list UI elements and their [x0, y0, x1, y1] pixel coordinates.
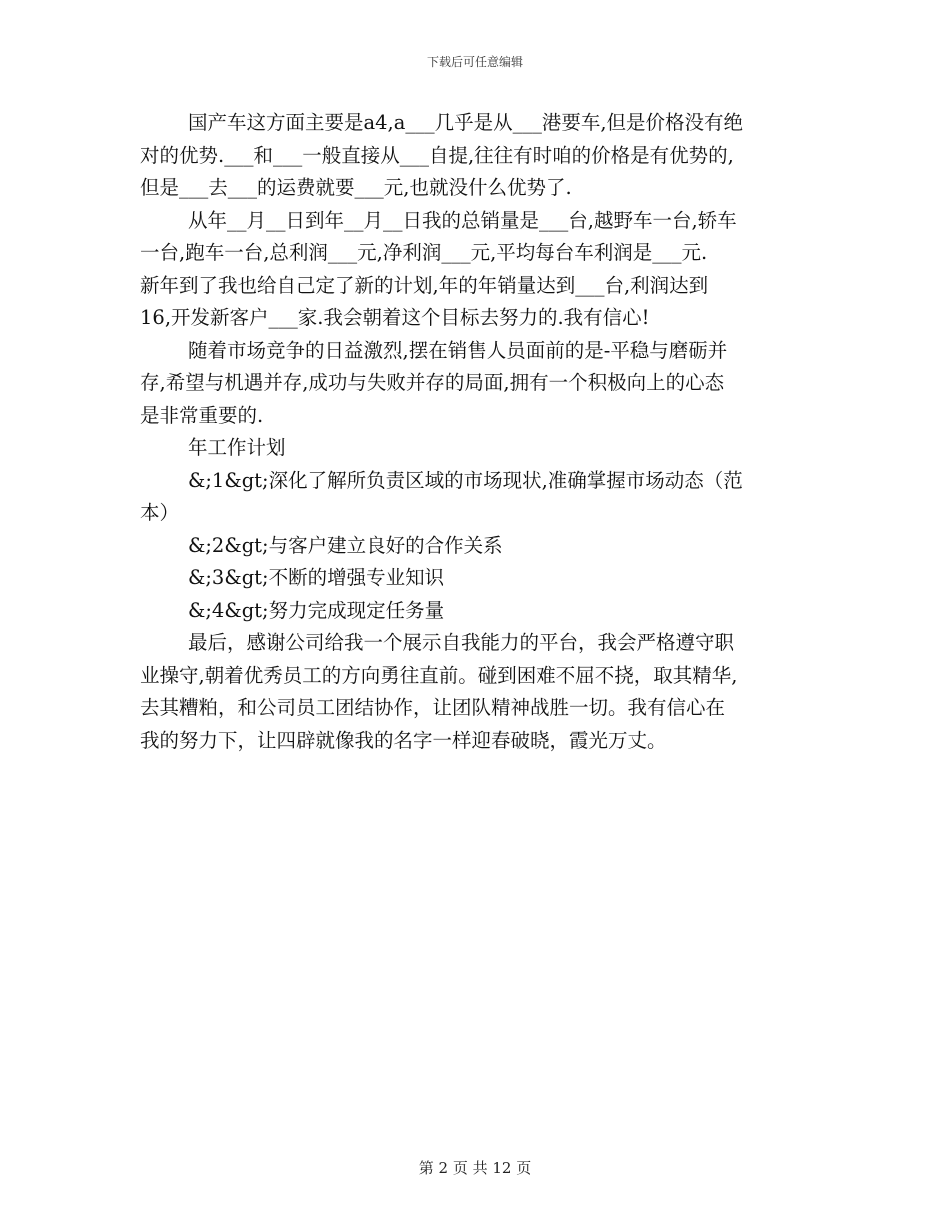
- plan-item-3: &;3&gt;不断的增强专业知识: [188, 566, 445, 589]
- text-line: 我的努力下，让四辟就像我的名字一样迎春破晓，霞光万丈。: [140, 728, 667, 752]
- page-header: 下载后可任意编辑: [426, 55, 523, 69]
- text-line: 存,希望与机遇并存,成功与失败并存的局面,拥有一个积极向上的心态: [140, 371, 725, 394]
- text-line: 国产车这方面主要是a4,a___几乎是从___港要车,但是价格没有绝: [188, 111, 744, 134]
- plan-item-4: &;4&gt;努力完成现定任务量: [188, 598, 445, 622]
- text-line: 业操守,朝着优秀员工的方向勇往直前。碰到困难不屈不挠，取其精华,: [140, 663, 738, 687]
- text-line: 去其糟粕，和公司员工团结协作，让团队精神战胜一切。我有信心在: [140, 696, 726, 719]
- plan-item-1: &;1&gt;深化了解所负责区域的市场现状,准确掌握市场动态（范: [188, 468, 743, 492]
- text-line: 本）: [140, 501, 180, 524]
- section-heading: 年工作计划: [188, 436, 286, 459]
- text-line: 新年到了我也给自己定了新的计划,年的年销量达到___台,利润达到: [140, 273, 709, 297]
- text-line: 一台,跑车一台,总利润___元,净利润___元,平均每台车利润是___元.: [140, 241, 708, 264]
- text-line: 16,开发新客户___家.我会朝着这个目标去努力的.我有信心!: [140, 306, 650, 329]
- document-body: [140, 107, 816, 757]
- text-line: 对的优势.___和___一般直接从___自提,往往有时咱的价格是有优势的,: [140, 143, 734, 167]
- text-line: 随着市场竞争的日益激烈,摆在销售人员面前的是-平稳与磨砺并: [188, 338, 728, 362]
- page-number: 第 2 页 共 12 页: [418, 1159, 532, 1177]
- text-line: 最后，感谢公司给我一个展示自我能力的平台，我会严格遵守职: [188, 631, 735, 654]
- text-line: 从年__月__日到年__月__日我的总销量是___台,越野车一台,轿车: [188, 208, 737, 232]
- text-line: 但是___去___的运费就要___元,也就没什么优势了.: [140, 176, 572, 199]
- text-line: 是非常重要的.: [140, 403, 264, 427]
- plan-item-2: &;2&gt;与客户建立良好的合作关系: [188, 533, 503, 557]
